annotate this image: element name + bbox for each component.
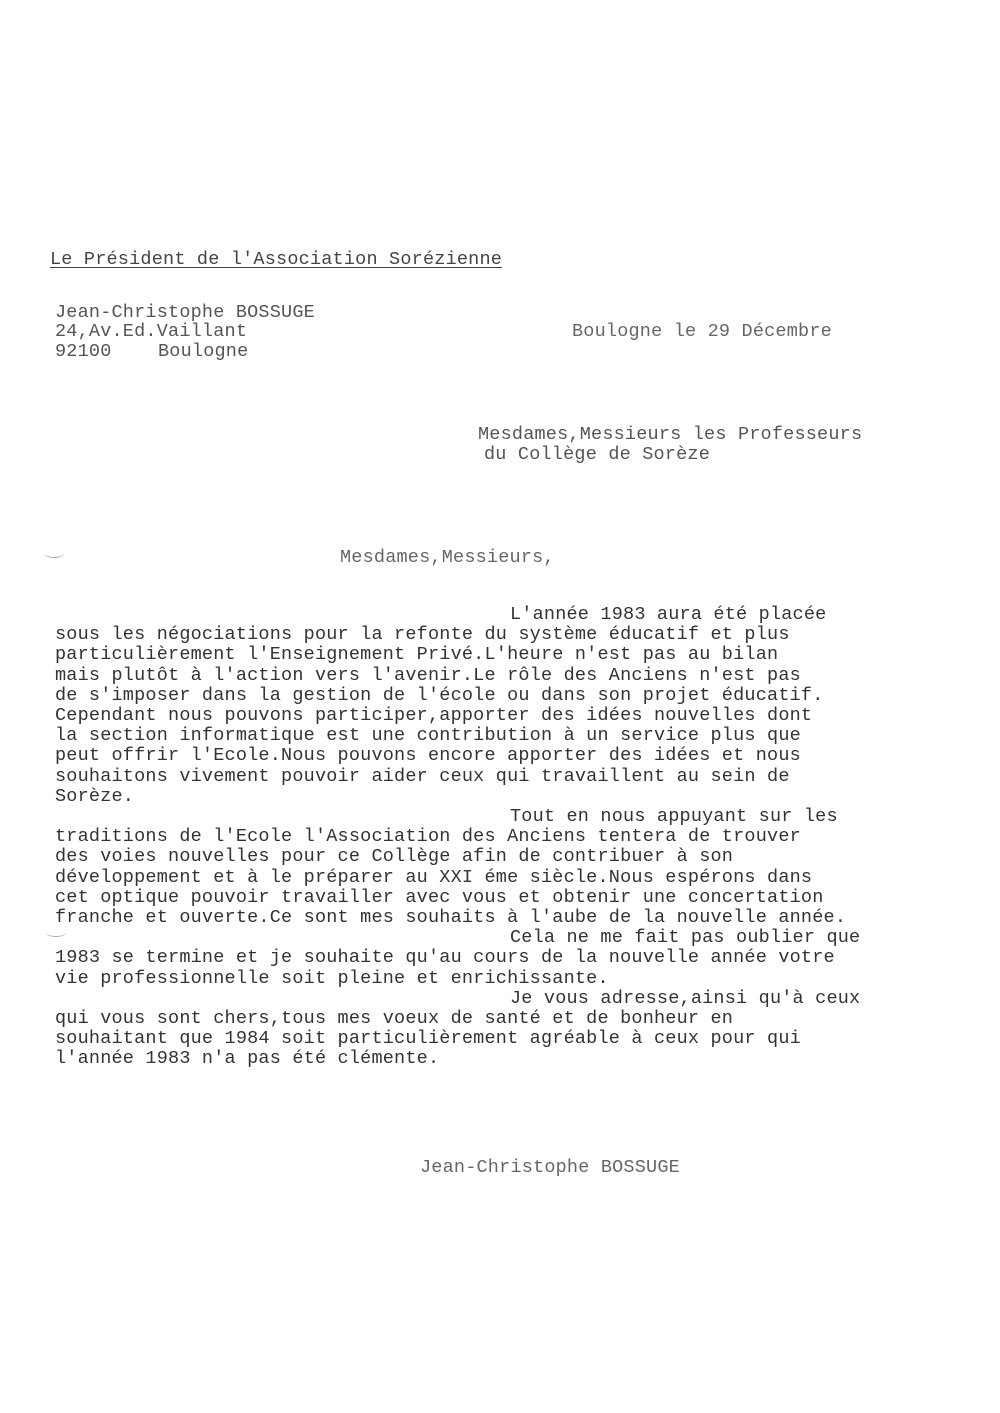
body-line: souhaitons vivement pouvoir aider ceux qui travaillent au sein de [55,765,790,787]
punch-mark [46,928,66,937]
body-line: Tout en nous appuyant sur les [510,806,838,827]
body-line: peut offrir l'Ecole.Nous pouvons encore apporter des idées et nous [55,745,801,767]
body-line: Je vous adresse,ainsi qu'à ceux [510,987,861,1009]
sender-name: Jean-Christophe BOSSUGE [55,302,315,323]
body-line: souhaitant que 1984 soit particulièrement agréable à ceux pour qui [55,1028,801,1050]
signature: Jean-Christophe BOSSUGE [420,1157,680,1178]
body-line: Cela ne me fait pas oublier que [510,927,861,949]
body-line: sous les négociations pour la refonte du système éducatif et plus [55,624,790,646]
body-line: franche et ouverte.Ce sont mes souhaits à l'aube de la nouvelle année. [55,907,847,928]
body-line: L'année 1983 aura été placée [510,604,827,625]
body-line: des voies nouvelles pour ce Collège afin de contribuer à son [55,846,734,868]
recipient-line-2: du Collège de Sorèze [484,444,711,465]
body-line: qui vous sont chers,tous mes voeux de santé et de bonheur en [55,1008,734,1029]
body-line: de s'imposer dans la gestion de l'école ou dans son projet éducatif. [55,684,824,706]
body-line: particulièrement l'Enseignement Privé.L'heure n'est pas au bilan [55,644,779,666]
body-line: traditions de l'Ecole l'Association des Anciens tentera de trouver [55,826,801,848]
salutation: Mesdames,Messieurs, [340,547,555,568]
body-line: l'année 1983 n'a pas été clémente. [55,1048,440,1070]
punch-mark [44,549,64,558]
body-line: Cependant nous pouvons participer,apporter des idées nouvelles dont [55,705,813,726]
sender-city: Boulogne [158,341,249,362]
recipient-line-1: Mesdames,Messieurs les Professeurs [478,424,863,445]
body-line: la section informatique est une contribution à un service plus que [55,725,801,747]
body-line: développement et à le préparer au XXI éme siècle.Nous espérons dans [55,866,813,888]
body-line: vie professionnelle soit pleine et enrichissante. [55,967,609,989]
body-line: mais plutôt à l'action vers l'avenir.Le rôle des Anciens n'est pas [55,664,801,686]
body-line: Sorèze. [55,785,135,807]
body-line: cet optique pouvoir travailler avec vous et obtenir une concertation [55,886,824,908]
sender-postcode: 92100 [55,341,112,362]
body-line: 1983 se termine et je souhaite qu'au cours de la nouvelle année votre [55,947,835,969]
sender-street: 24,Av.Ed.Vaillant [55,321,248,342]
letter-date: Boulogne le 29 Décembre [572,321,832,342]
letter-heading: Le Président de l'Association Sorézienne [50,249,503,270]
